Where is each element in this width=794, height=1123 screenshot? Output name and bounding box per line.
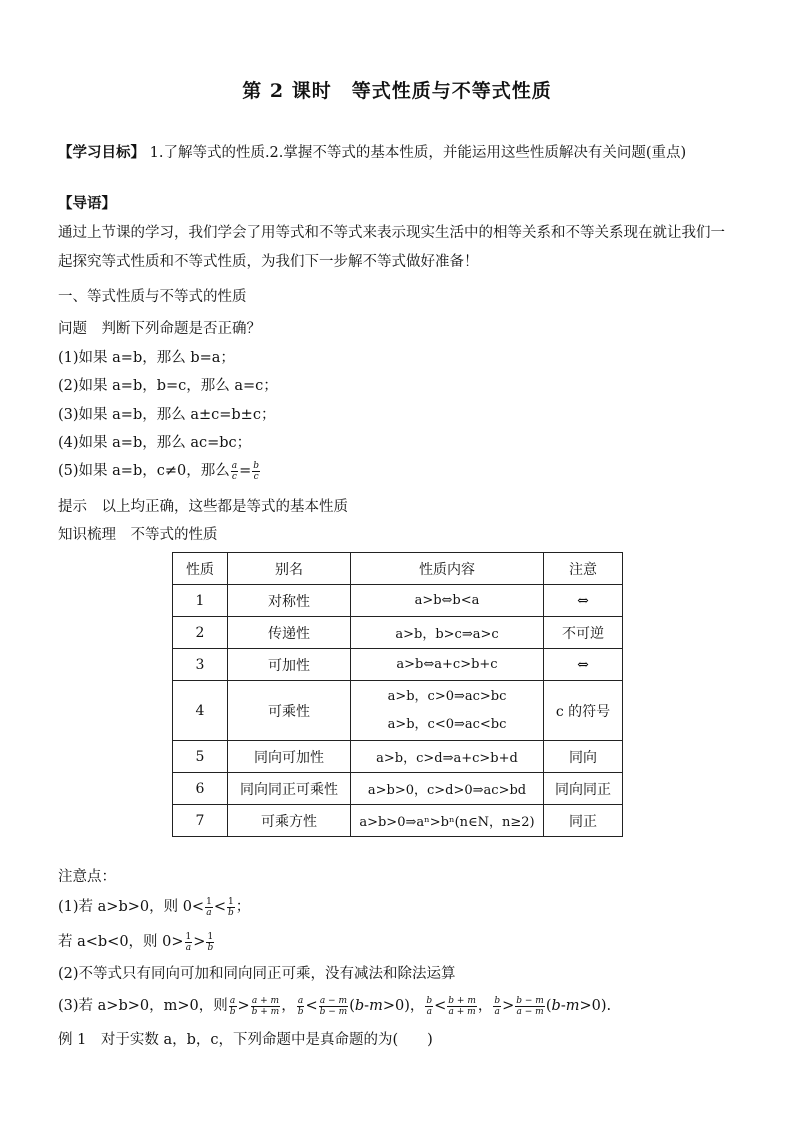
notes-heading: 注意点： bbox=[58, 869, 116, 885]
inequality-properties-table bbox=[172, 552, 623, 837]
table-row: 2 传递性 a>b，b>c⇒a>c 不可逆 bbox=[173, 617, 623, 649]
fraction: $\frac{b}{c}$ bbox=[253, 460, 260, 482]
note-1: (1)若 a>b>0，则 0< $\frac{1}{a}$ < $\frac{1}{b}$ ； bbox=[58, 896, 251, 918]
table-row: 5 同向可加性 a>b，c>d⇒a+c>b+d 同向 bbox=[173, 741, 623, 773]
intro-label: 【导语】 bbox=[58, 195, 116, 212]
example-1: 例 1 对于实数 a，b，c，下列命题中是真命题的为( ) bbox=[58, 1032, 433, 1048]
objectives-label: 【学习目标】 bbox=[58, 144, 145, 161]
intro-line-1: 通过上节课的学习，我们学会了用等式和不等式来表示现实生活中的相等关系和不等关系现在就让我们一 bbox=[58, 225, 725, 241]
question-item-1: (1)如果 a=b，那么 b=a； bbox=[58, 350, 235, 366]
objectives-text: 1.了解等式的性质.2.掌握不等式的基本性质，并能运用这些性质解决有关问题(重点) bbox=[149, 145, 687, 161]
table-row: 4 可乘性 a>b，c>0⇒ac>bc a>b，c<0⇒ac<bc c 的符号 bbox=[173, 681, 623, 741]
question-item-3: (3)如果 a=b，那么 a±c=b±c； bbox=[58, 407, 276, 423]
question-lead: 问题 判断下列命题是否正确？ bbox=[58, 321, 261, 337]
question-item-4: (4)如果 a=b，那么 ac=bc； bbox=[58, 435, 252, 451]
table-row: 3 可加性 a>b⇔a+c>b+c ⇔ bbox=[173, 649, 623, 681]
page-title: 第 2 课时 等式性质与不等式性质 bbox=[242, 80, 552, 102]
learning-objectives bbox=[58, 141, 686, 162]
question-item-2: (2)如果 a=b，b=c，那么 a=c； bbox=[58, 378, 278, 394]
table-header-row bbox=[173, 553, 623, 585]
intro-line-2: 起探究等式性质和不等式性质，为我们下一步解不等式做好准备！ bbox=[58, 254, 479, 270]
header-cell: 性质内容 bbox=[351, 553, 544, 585]
fraction: $\frac{a}{c}$ bbox=[231, 460, 238, 482]
question-item-5: (5)如果 a=b，c≠0，那么 $\frac{a}{c}$ = $\frac{b}{c}$ bbox=[58, 460, 260, 482]
section-heading: 一、等式性质与不等式的性质 bbox=[58, 289, 247, 305]
hint-text: 提示 以上均正确，这些都是等式的基本性质 bbox=[58, 499, 348, 515]
note-3: (3)若 a>b>0，m>0，则 $\frac{a}{b}$ > $\frac{a + m}{b + m}$ ， $\frac{a}{b}$ < $\frac{a - m}{b - m}$ (b-m>0)， $\frac{b}{a}$ < $\frac{b + m}{a + m}$ ， $\frac{b}{a}$ > $\frac{b - m}{a - m}$ (b-m>0). bbox=[58, 995, 612, 1017]
table-row: 7 可乘方性 a>b>0⇒aⁿ>bⁿ(n∈N，n≥2) 同正 bbox=[173, 805, 623, 837]
note-2: (2)不等式只有同向可加和同向同正可乘，没有减法和除法运算 bbox=[58, 966, 456, 982]
table-row: 6 同向同正可乘性 a>b>0，c>d>0⇒ac>bd 同向同正 bbox=[173, 773, 623, 805]
knowledge-heading: 知识梳理 不等式的性质 bbox=[58, 527, 218, 543]
header-cell: 性质 bbox=[173, 553, 228, 585]
note-1b: 若 a<b<0，则 0> $\frac{1}{a}$ > $\frac{1}{b}$ bbox=[58, 931, 214, 953]
header-cell: 别名 bbox=[228, 553, 351, 585]
table-row: 1 对称性 a>b⇔b<a ⇔ bbox=[173, 585, 623, 617]
header-cell: 注意 bbox=[544, 553, 623, 585]
